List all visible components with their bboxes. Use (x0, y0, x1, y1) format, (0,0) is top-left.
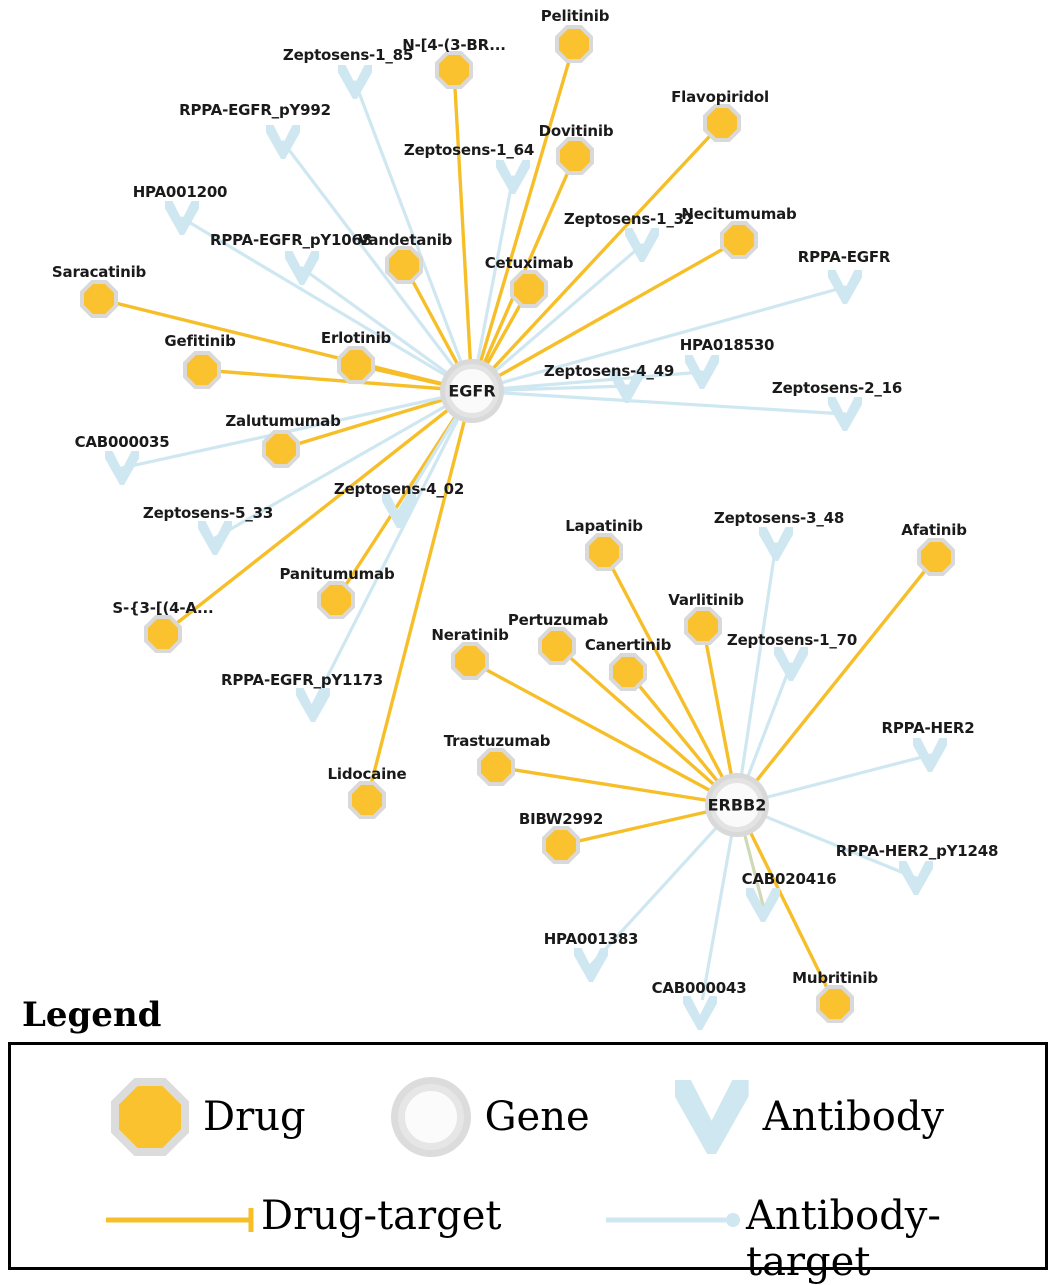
antibody-node[interactable] (574, 948, 608, 982)
node-label: RPPA-EGFR_pY1173 (221, 671, 383, 689)
drug-node[interactable] (585, 533, 623, 571)
node-label: Zeptosens-5_33 (142, 504, 274, 522)
octagon-node-icon (585, 533, 623, 571)
chevron-node-icon (746, 888, 780, 922)
node-label: Flavopiridol (671, 88, 769, 106)
node-label: Zeptosens-1_64 (403, 141, 535, 159)
node-label: Vandetanib (357, 231, 453, 249)
chevron-node-icon (899, 861, 933, 895)
chevron-node-icon (285, 251, 319, 285)
antibody-node[interactable] (746, 888, 780, 922)
node-label: RPPA-HER2_pY1248 (835, 842, 999, 860)
node-label: Gefitinib (164, 332, 236, 350)
antibody-node[interactable] (285, 251, 319, 285)
antibody-node[interactable] (625, 228, 659, 262)
node-label: Lidocaine (327, 765, 407, 783)
legend-box (8, 1042, 1048, 1285)
node-label: HPA001383 (543, 930, 639, 948)
antibody-node[interactable] (828, 270, 862, 304)
node-label: Zeptosens-2_16 (771, 379, 903, 397)
octagon-node-icon (684, 607, 722, 645)
node-label: HPA018530 (679, 336, 775, 354)
node-label: Panitumumab (279, 565, 395, 583)
drug-node[interactable] (555, 25, 593, 63)
antibody-node[interactable] (685, 355, 719, 389)
node-label: RPPA-EGFR_pY992 (179, 101, 331, 119)
node-label: Canertinib (584, 636, 672, 654)
drug-node[interactable] (477, 748, 515, 786)
node-label: RPPA-HER2 (881, 719, 975, 737)
drug-node[interactable] (183, 351, 221, 389)
drug-node[interactable] (703, 104, 741, 142)
chevron-node-icon (675, 1080, 749, 1154)
octagon-node-icon (317, 581, 355, 619)
chevron-node-icon (685, 355, 719, 389)
node-label: Lapatinib (565, 517, 643, 535)
node-label: S-{3-[(4-A... (112, 599, 214, 617)
octagon-node-icon (144, 615, 182, 653)
node-label: Dovitinib (538, 122, 614, 140)
drug-node[interactable] (720, 221, 758, 259)
node-label: Zeptosens-1_85 (282, 46, 414, 64)
legend-node-types (11, 1067, 1045, 1167)
drug-node[interactable] (451, 642, 489, 680)
legend-gene (391, 1077, 590, 1157)
chevron-node-icon (496, 160, 530, 194)
octagon-node-icon (111, 1078, 189, 1156)
chevron-node-icon (625, 228, 659, 262)
node-label: CAB000043 (651, 979, 747, 997)
node-label: Varlitinib (668, 591, 744, 609)
node-label: Neratinib (431, 626, 509, 644)
chevron-node-icon (774, 647, 808, 681)
node-label: ERBB2 (707, 795, 767, 815)
drug-node[interactable] (317, 581, 355, 619)
node-label: Saracatinib (51, 263, 147, 281)
antibody-node[interactable] (165, 201, 199, 235)
octagon-node-icon (609, 653, 647, 691)
antibody-node[interactable] (198, 521, 232, 555)
node-label: Zeptosens-1_32 (563, 210, 695, 228)
octagon-node-icon (477, 748, 515, 786)
drug-node[interactable] (337, 346, 375, 384)
octagon-node-icon (816, 985, 854, 1023)
legend-drug (111, 1078, 306, 1156)
chevron-node-icon (165, 201, 199, 235)
octagon-node-icon (538, 627, 576, 665)
node-label: BIBW2992 (518, 810, 604, 828)
antibody-node[interactable] (774, 647, 808, 681)
chevron-node-icon (382, 494, 416, 528)
node-label: Zalutumumab (225, 412, 341, 430)
legend-antibody-label: Antibody (762, 1094, 945, 1140)
legend-edge-types (11, 1185, 1045, 1285)
octagon-node-icon (80, 280, 118, 318)
octagon-node-icon (542, 826, 580, 864)
antibody-node[interactable] (105, 451, 139, 485)
drug-node[interactable] (684, 607, 722, 645)
node-label: Zeptosens-3_48 (713, 509, 845, 527)
octagon-node-icon (337, 346, 375, 384)
chevron-node-icon (759, 527, 793, 561)
drug-node[interactable] (510, 270, 548, 308)
drug-node[interactable] (542, 826, 580, 864)
octagon-node-icon (703, 104, 741, 142)
chevron-node-icon (913, 738, 947, 772)
node-label: N-[4-(3-BR... (402, 36, 506, 54)
antibody-node[interactable] (899, 861, 933, 895)
drug-node[interactable] (556, 137, 594, 175)
node-label: Cetuximab (484, 254, 574, 272)
drug-node[interactable] (917, 538, 955, 576)
legend-drug-target-label: Drug-target (261, 1193, 502, 1239)
antibody-node[interactable] (913, 738, 947, 772)
circle-node-icon (391, 1077, 471, 1157)
chevron-node-icon (338, 65, 372, 99)
drug-node[interactable] (609, 653, 647, 691)
legend-antibody-target-label: Antibody-target (746, 1193, 941, 1285)
octagon-node-icon (385, 246, 423, 284)
octagon-node-icon (451, 642, 489, 680)
octagon-node-icon (917, 538, 955, 576)
octagon-node-icon (555, 25, 593, 63)
node-label: Pelitinib (540, 7, 610, 25)
node-label: Necitumumab (681, 205, 797, 223)
node-label: Zeptosens-1_70 (726, 631, 858, 649)
node-label: Erlotinib (320, 329, 392, 347)
legend-title: Legend (22, 995, 162, 1035)
node-label: CAB000035 (74, 433, 170, 451)
octagon-node-icon (435, 51, 473, 89)
drug-node[interactable] (385, 246, 423, 284)
antibody-node[interactable] (496, 160, 530, 194)
chevron-node-icon (266, 125, 300, 159)
node-label: Pertuzumab (507, 611, 609, 629)
chevron-node-icon (828, 397, 862, 431)
drug-node[interactable] (144, 615, 182, 653)
octagon-node-icon (556, 137, 594, 175)
drug-node[interactable] (816, 985, 854, 1023)
node-label: Zeptosens-4_02 (333, 480, 465, 498)
drug-node[interactable] (348, 781, 386, 819)
node-label: Afatinib (901, 521, 967, 539)
drug-node[interactable] (538, 627, 576, 665)
node-label: Mubritinib (792, 969, 878, 987)
drug-node[interactable] (262, 430, 300, 468)
node-label: RPPA-EGFR_pY1068 (210, 231, 372, 249)
drug-node[interactable] (435, 51, 473, 89)
legend-antibody (675, 1080, 944, 1154)
chevron-node-icon (828, 270, 862, 304)
drug-node[interactable] (80, 280, 118, 318)
chevron-node-icon (574, 948, 608, 982)
octagon-node-icon (348, 781, 386, 819)
chevron-node-icon (683, 996, 717, 1030)
antibody-node[interactable] (296, 688, 330, 722)
antibody-node[interactable] (266, 125, 300, 159)
octagon-node-icon (262, 430, 300, 468)
node-label: Zeptosens-4_49 (543, 362, 675, 380)
legend-drug-label: Drug (203, 1094, 306, 1140)
node-label: RPPA-EGFR (797, 248, 891, 266)
antibody-node[interactable] (828, 397, 862, 431)
chevron-node-icon (105, 451, 139, 485)
node-label: CAB020416 (741, 870, 837, 888)
octagon-node-icon (720, 221, 758, 259)
chevron-node-icon (296, 688, 330, 722)
antibody-node[interactable] (759, 527, 793, 561)
node-label: Trastuzumab (443, 732, 551, 750)
octagon-node-icon (510, 270, 548, 308)
node-label: EGFR (448, 381, 496, 401)
antibody-node[interactable] (382, 494, 416, 528)
node-label: HPA001200 (132, 183, 228, 201)
antibody-node[interactable] (683, 996, 717, 1030)
chevron-node-icon (198, 521, 232, 555)
legend-gene-label: Gene (484, 1094, 590, 1140)
octagon-node-icon (183, 351, 221, 389)
antibody-node[interactable] (338, 65, 372, 99)
